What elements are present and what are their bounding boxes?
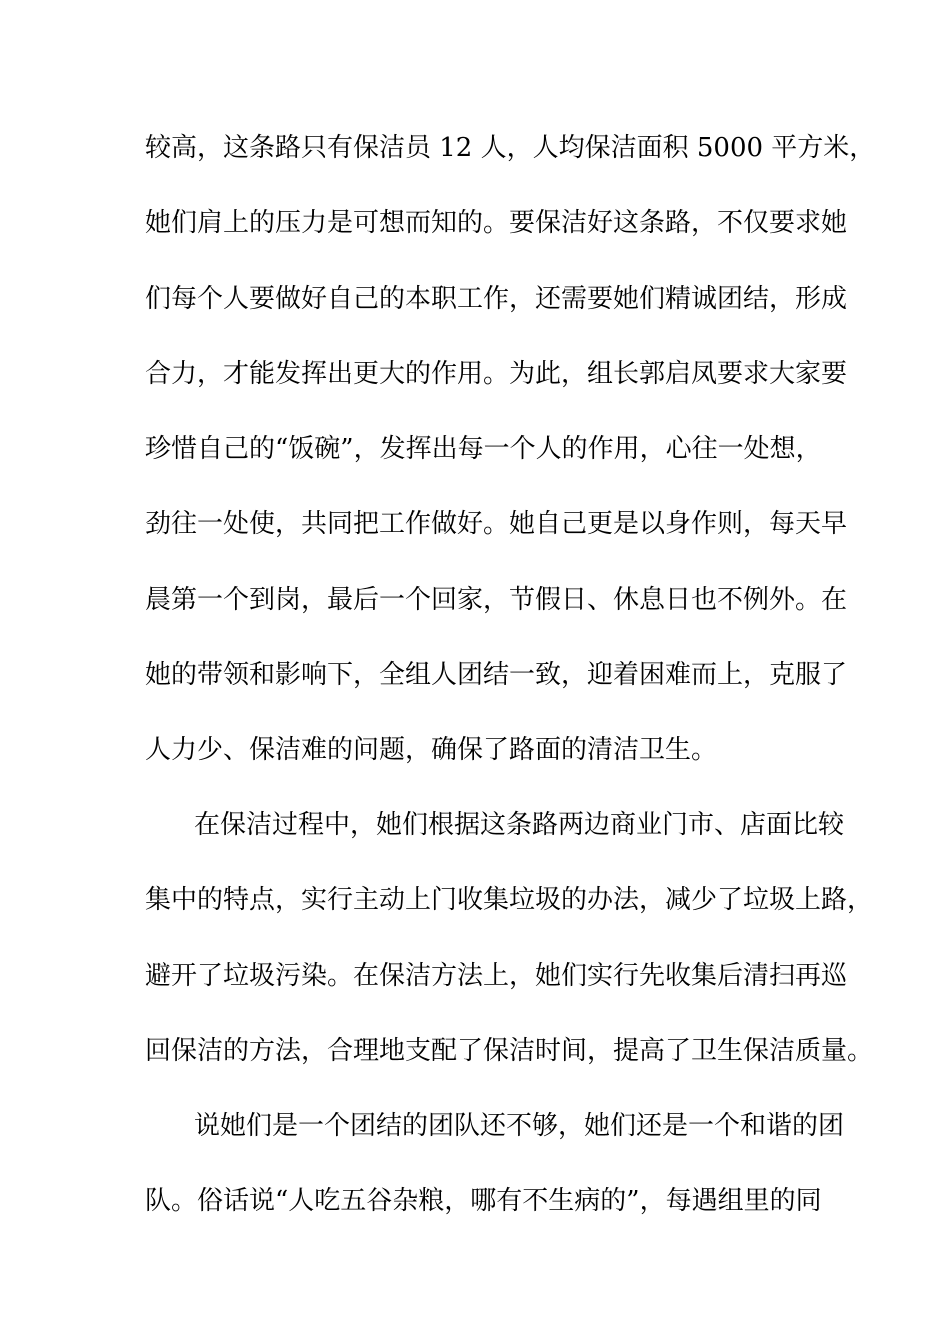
text-line: 在保洁过程中，她们根据这条路两边商业门市、店面比较 (194, 810, 845, 840)
text-line: 们每个人要做好自己的本职工作，还需要她们精诚团结，形成 (145, 284, 848, 314)
text-line: 说她们是一个团结的团队还不够，她们还是一个和谐的团 (194, 1111, 845, 1141)
text-line: 她的带领和影响下，全组人团结一致，迎着困难而上，克服了 (145, 660, 848, 690)
text-line: 她们肩上的压力是可想而知的。要保洁好这条路，不仅要求她 (145, 208, 848, 238)
text-line: 人力少、保洁难的问题，确保了路面的清洁卫生。 (145, 735, 718, 765)
text-line: 回保洁的方法，合理地支配了保洁时间，提高了卫生保洁质量。 (145, 1036, 874, 1066)
text-line: 珍惜自己的“饭碗”，发挥出每一个人的作用，心往一处想， (145, 434, 822, 464)
text-line: 队。俗话说“人吃五谷杂粮，哪有不生病的”，每遇组里的同 (145, 1186, 822, 1216)
text-line: 避开了垃圾污染。在保洁方法上，她们实行先收集后清扫再巡 (145, 961, 848, 991)
text-line: 晨第一个到岗，最后一个回家，节假日、休息日也不例外。在 (145, 585, 848, 615)
text-line: 较高，这条路只有保洁员 12 人，人均保洁面积 5000 平方米， (145, 133, 876, 163)
text-line: 集中的特点，实行主动上门收集垃圾的办法，减少了垃圾上路， (145, 885, 874, 915)
text-line: 合力，才能发挥出更大的作用。为此，组长郭启凤要求大家要 (145, 359, 848, 389)
text-line: 劲往一处使，共同把工作做好。她自己更是以身作则，每天早 (145, 509, 848, 539)
